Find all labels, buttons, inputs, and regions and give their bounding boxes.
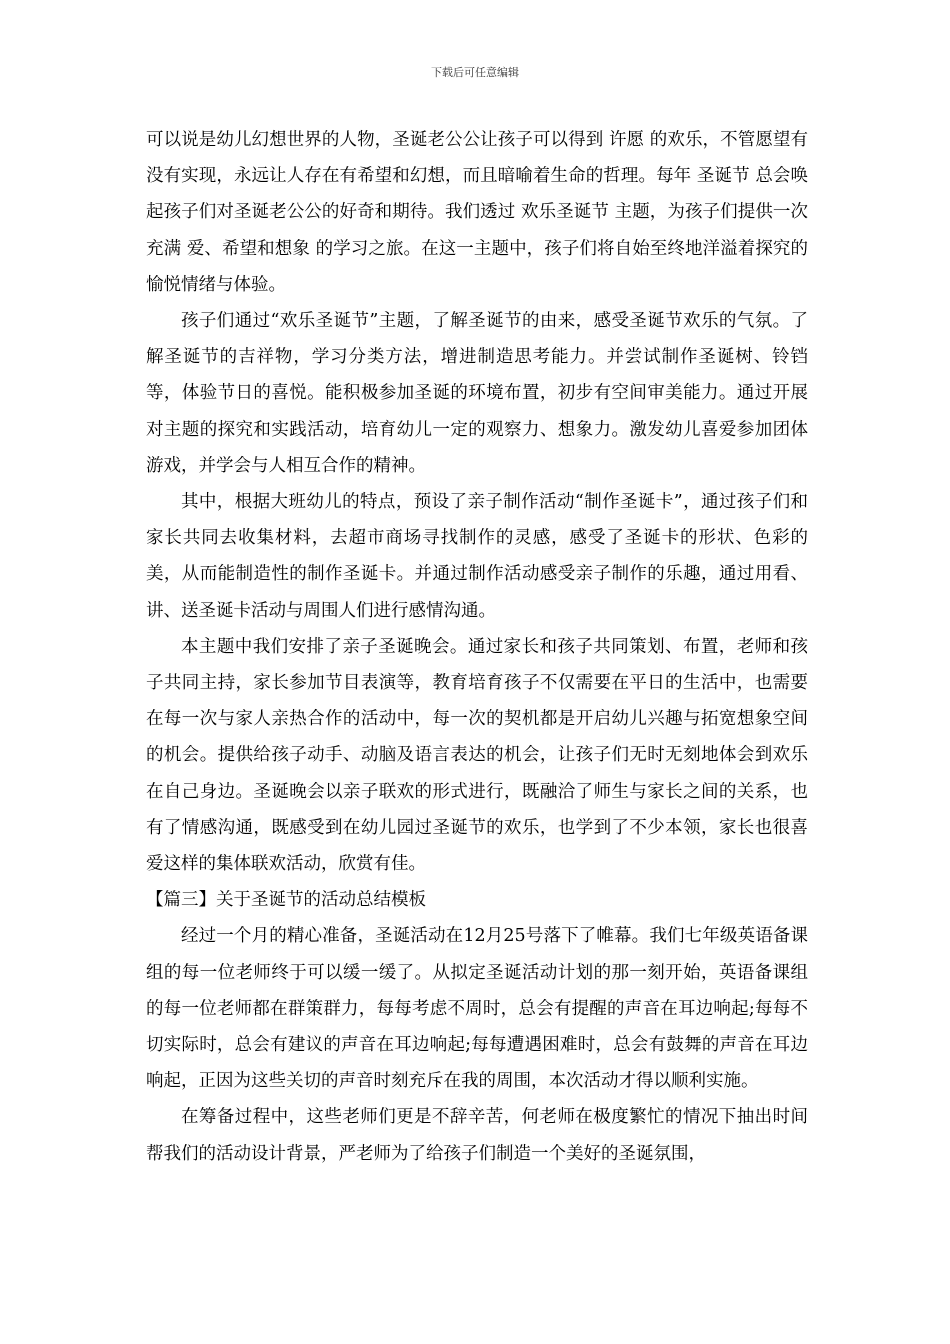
- paragraph-activity-summary: 经过一个月的精心准备，圣诞活动在12月25号落下了帷幕。我们七年级英语备课组的每一位老师终于可以缓一缓了。从拟定圣诞活动计划的那一刻开始，英语备课组的每一位老师都在群策群力，每每考虑不周时，总会有提醒的声音在耳边响起;每每不切实际时，总会有建议的声音在耳边响起;每每遭遇困难时，总会有鼓舞的声音在耳边响起，正因为这些关切的声音时刻充斥在我的周围，本次活动才得以顺利实施。: [146, 926, 808, 1092]
- paragraph-theme-goals: 孩子们通过“欢乐圣诞节”主题，了解圣诞节的由来，感受圣诞节欢乐的气氛。了解圣诞节的吉祥物，学习分类方法，增进制造思考能力。并尝试制作圣诞树、铃铛等，体验节日的喜悦。能积极参加圣诞的环境布置，初步有空间审美能力。通过开展对主题的探究和实践活动，培育幼儿一定的观察力、想象力。激发幼儿喜爱参加团体游戏，并学会与人相互合作的精神。: [146, 311, 808, 476]
- paragraph-preparation: 在筹备过程中，这些老师们更是不辞辛苦，何老师在极度繁忙的情况下抽出时间帮我们的活动设计背景，严老师为了给孩子们制造一个美好的圣诞氛围，: [146, 1107, 808, 1164]
- page-header: 下载后可任意编辑: [431, 66, 519, 79]
- document-body: [146, 122, 808, 1172]
- paragraph-christmas-party: 本主题中我们安排了亲子圣诞晚会。通过家长和孩子共同策划、布置，老师和孩子共同主持，家长参加节目表演等，教育培育孩子不仅需要在平日的生活中，也需要在每一次与家人亲热合作的活动中，每一次的契机都是开启幼儿兴趣与拓宽想象空间的机会。提供给孩子动手、动脑及语言表达的机会，让孩子们无时无刻地体会到欢乐在自己身边。圣诞晚会以亲子联欢的形式进行，既融洽了师生与家长之间的关系，也有了情感沟通，既感受到在幼儿园过圣诞节的欢乐，也学到了不少本领，家长也很喜爱这样的集体联欢活动，欣赏有佳。: [146, 636, 808, 875]
- paragraph-christmas-card-activity: 其中，根据大班幼儿的特点，预设了亲子制作活动“制作圣诞卡”，通过孩子们和家长共同去收集材料，去超市商场寻找制作的灵感，感受了圣诞卡的形状、色彩的美，从而能制造性的制作圣诞卡。并通过制作活动感受亲子制作的乐趣，通过用看、讲、送圣诞卡活动与周围人们进行感情沟通。: [146, 492, 808, 621]
- section-heading-part-three: 【篇三】关于圣诞节的活动总结模板: [146, 890, 426, 911]
- paragraph-intro-continued: 可以说是幼儿幻想世界的人物，圣诞老公公让孩子可以得到 许愿 的欢乐，不管愿望有没有实现，永远让人存在有希望和幻想，而且暗喻着生命的哲理。每年 圣诞节 总会唤起孩子们对圣诞老公公的好奇和期待。我们透过 欢乐圣诞节 主题，为孩子们提供一次充满 爱、希望和想象 的学习之旅。在这一主题中，孩子们将自始至终地洋溢着探究的愉悦情绪与体验。: [146, 130, 808, 295]
